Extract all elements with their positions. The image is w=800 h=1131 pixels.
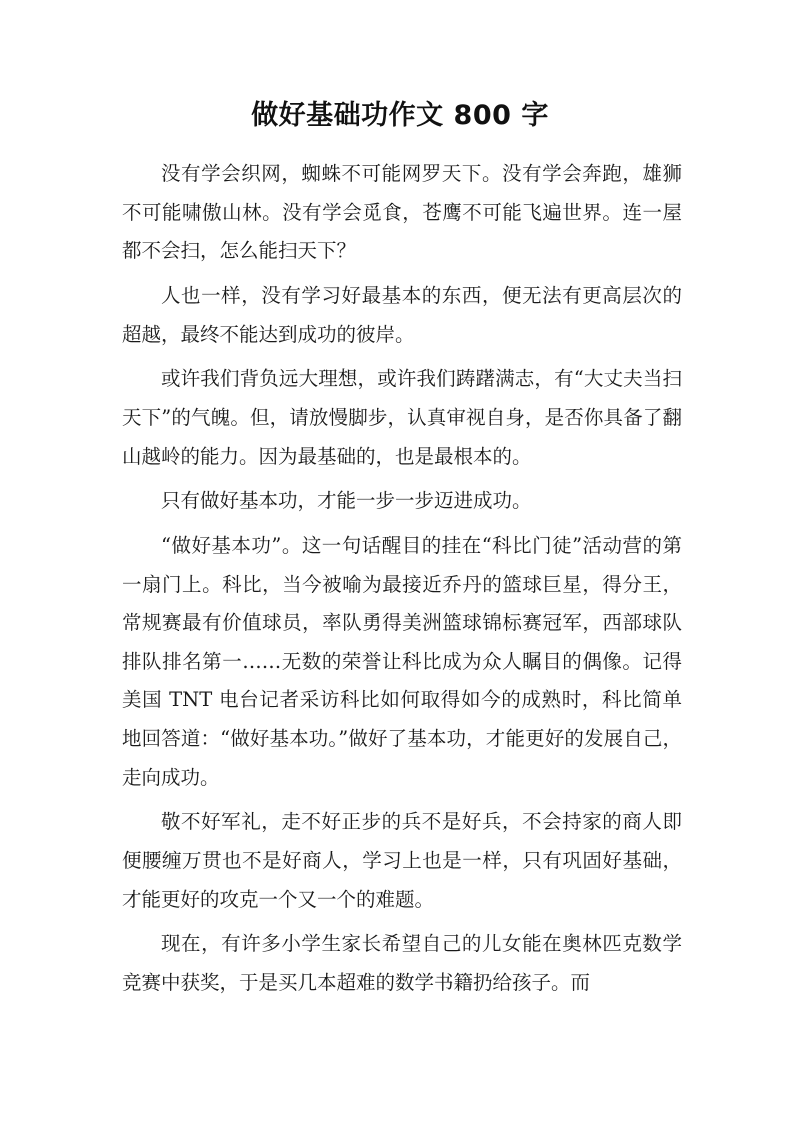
document-title: 做好基础功作文 800 字 (251, 100, 549, 131)
paragraph: “做好基本功”。这一句话醒目的挂在“科比门徒”活动营的第一扇门上。科比，当今被喻为最接近乔丹的篮球巨星，得分王，常规赛最有价值球员，率队勇得美洲篮球锦标赛冠军，西部球队排队排名第一……无数的荣誉让科比成为众人瞩目的偶像。记得美国 TNT 电台记者采访科比如何取得如今的成熟时，科比简单地回答道：“做好基本功。”做好了基本功，才能更好的发展自己，走向成功。 (122, 534, 682, 789)
paragraph: 人也一样，没有学习好最基本的东西，便无法有更高层次的超越，最终不能达到成功的彼岸。 (122, 283, 682, 346)
document-body (122, 155, 682, 1009)
paragraph: 敬不好军礼，走不好正步的兵不是好兵，不会持家的商人即便腰缠万贯也不是好商人，学习上也是一样，只有巩固好基础，才能更好的攻克一个又一个的难题。 (122, 810, 682, 911)
paragraph: 没有学会织网，蜘蛛不可能网罗天下。没有学会奔跑，雄狮不可能啸傲山林。没有学会觅食，苍鹰不可能飞遍世界。连一屋都不会扫，怎么能扫天下？ (122, 162, 682, 263)
paragraph: 只有做好基本功，才能一步一步迈进成功。 (161, 489, 532, 513)
paragraph: 或许我们背负远大理想，或许我们踌躇满志，有“大丈夫当扫天下”的气魄。但，请放慢脚步，认真审视自身，是否你具备了翻山越岭的能力。因为最基础的，也是最根本的。 (122, 367, 682, 468)
paragraph: 现在，有许多小学生家长希望自己的儿女能在奥林匹克数学竞赛中获奖，于是买几本超难的数学书籍扔给孩子。而 (122, 932, 682, 994)
